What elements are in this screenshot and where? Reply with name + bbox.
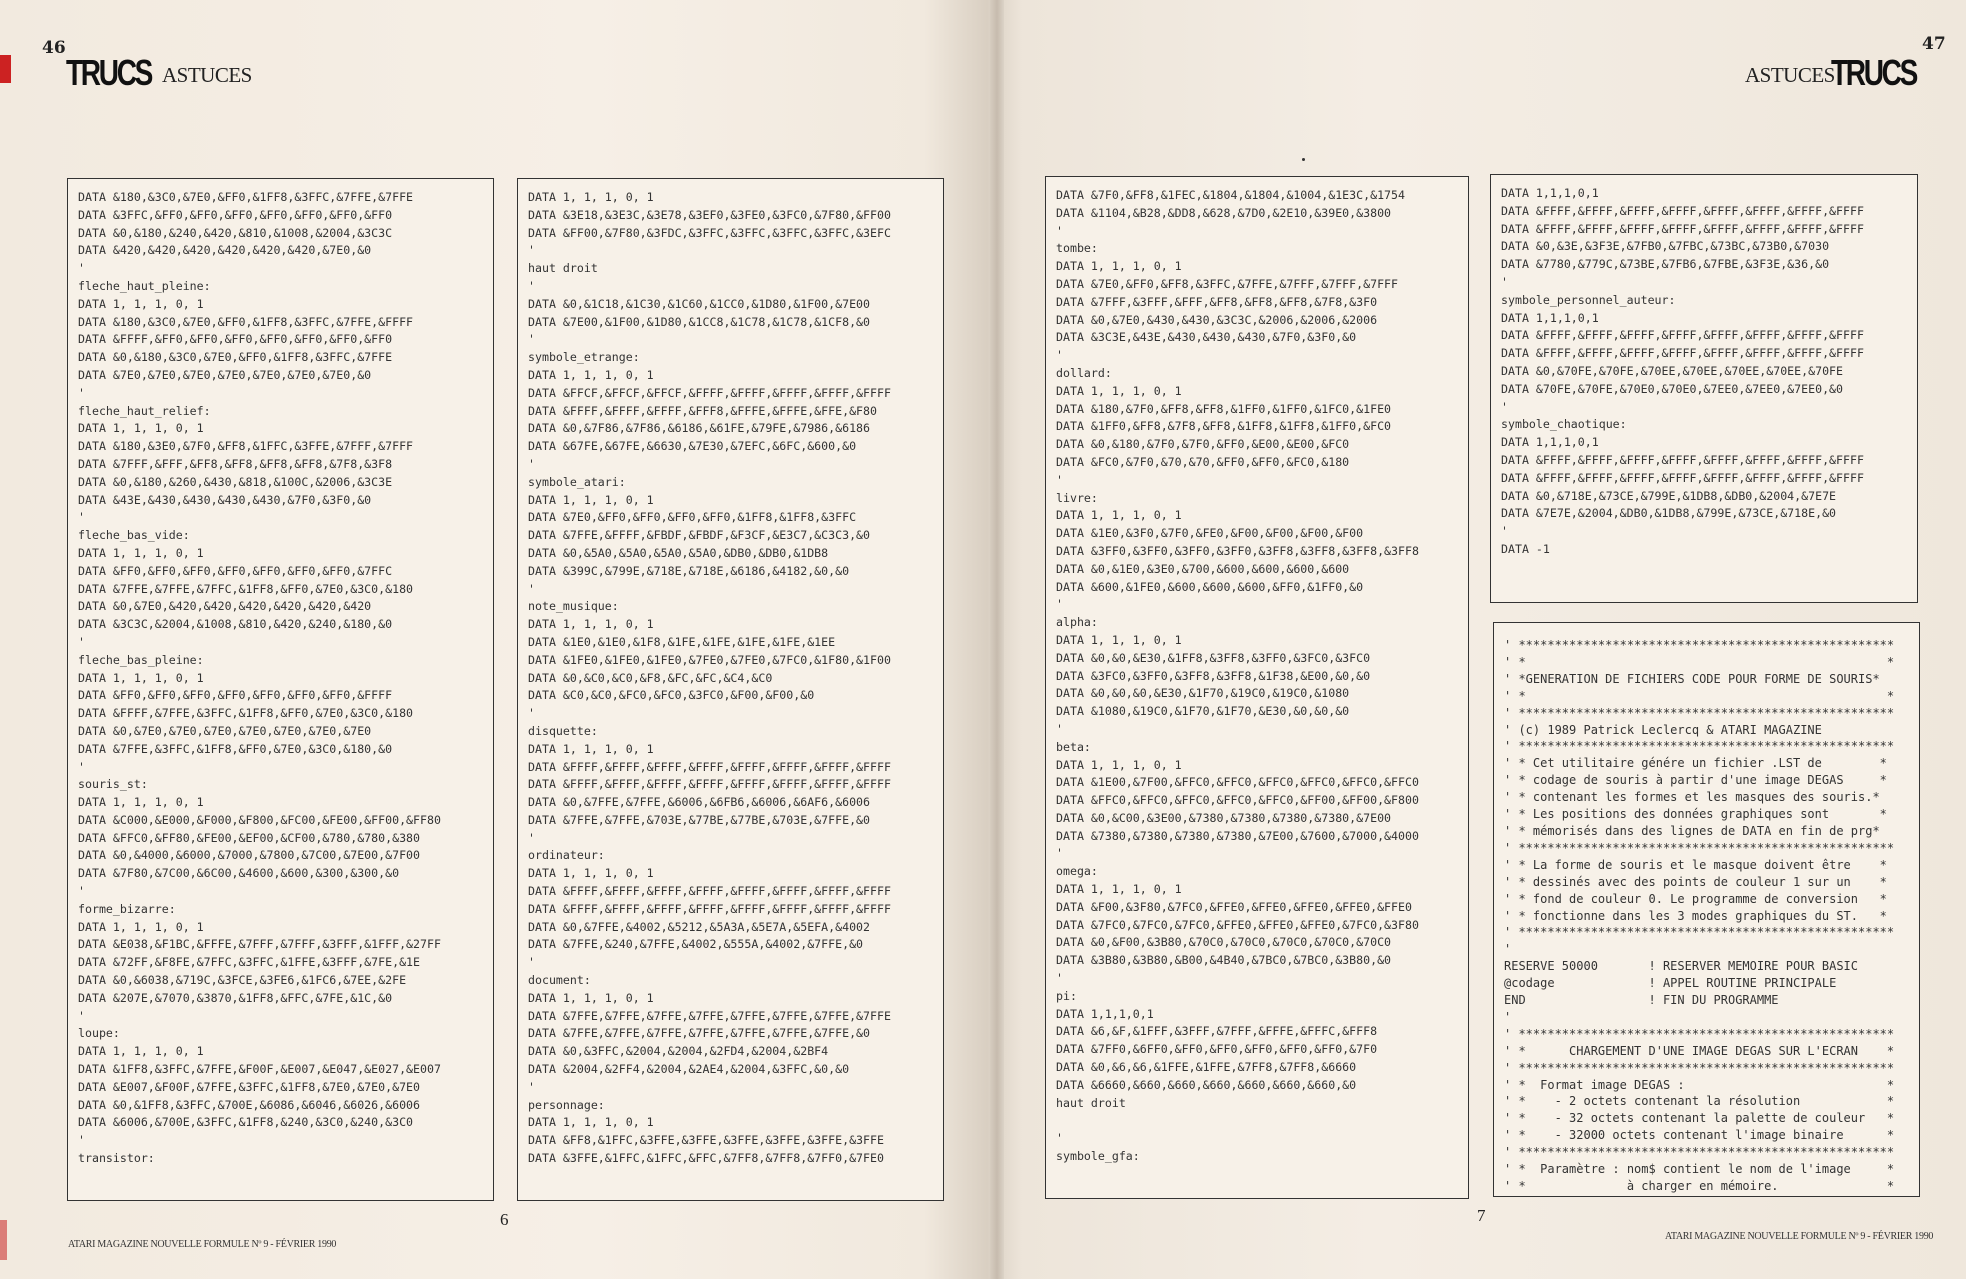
code-line: ' * - 32000 octets contenant l'image binaire * <box>1504 1128 1895 1143</box>
code-line: DATA &3C3C,&2004,&1008,&810,&420,&240,&180,&0 <box>78 617 393 632</box>
code-line: DATA &0,&70FE,&70FE,&70EE,&70EE,&70EE,&70EE,&70FE <box>1501 363 1844 378</box>
code-line: DATA &7E00,&1F00,&1D80,&1CC8,&1C78,&1C78,&1CF8,&0 <box>528 314 871 329</box>
code-line: DATA 1, 1, 1, 0, 1 <box>528 866 654 881</box>
code-line: DATA &180,&3C0,&7E0,&FF0,&1FF8,&3FFC,&7FFE,&FFFF <box>78 314 414 329</box>
code-line: loupe: <box>78 1026 120 1041</box>
right-footer-credit: ATARI MAGAZINE NOUVELLE FORMULE Nº 9 - FÉVRIER 1990 <box>1665 1231 1934 1242</box>
code-line: DATA &FFFF,&FFFF,&FFFF,&FFFF,&FFFF,&FFFF,&FFFF,&FFFF <box>528 777 891 792</box>
code-line: symbole_chaotique: <box>1501 417 1627 432</box>
code-line: DATA &7E7E,&2004,&DB0,&1DB8,&799E,&73CE,&718E,&0 <box>1501 506 1837 521</box>
code-line: DATA &399C,&799E,&718E,&718E,&6186,&4182,&0,&0 <box>528 563 850 578</box>
code-line: DATA &3C3E,&43E,&430,&430,&430,&7F0,&3F0,&0 <box>1056 330 1357 345</box>
code-line: DATA &FFFF,&7FFE,&3FFC,&1FF8,&FF0,&7E0,&3C0,&180 <box>78 706 414 721</box>
code-line: ' **************************************************** <box>1504 925 1895 940</box>
code-line: DATA &FFFF,&FFFF,&FFFF,&FFFF,&FFFF,&FFFF,&FFFF,&FFFF <box>528 759 891 774</box>
code-line: DATA &1104,&B28,&DD8,&628,&7D0,&2E10,&39E0,&3800 <box>1056 205 1392 220</box>
code-line: DATA &7FFE,&FFFF,&FBDF,&FBDF,&F3CF,&E3C7,&C3C3,&0 <box>528 528 871 543</box>
code-line: fleche_haut_pleine: <box>78 278 211 293</box>
code-line: symbole_etrange: <box>528 350 640 365</box>
code-line: DATA &420,&420,&420,&420,&420,&420,&7E0,&0 <box>78 243 372 258</box>
listing-box-1 <box>67 178 494 1201</box>
code-line: DATA &0,&718E,&73CE,&799E,&1DB8,&DB0,&2004,&7E7E <box>1501 488 1837 503</box>
code-line: DATA &7FFE,&7FFE,&7FFC,&1FF8,&FF0,&7E0,&3C0,&180 <box>78 581 414 596</box>
left-brand-logo: TRUCS <box>66 52 152 93</box>
code-line: ' <box>78 1008 85 1023</box>
code-line: DATA 1,1,1,0,1 <box>1501 435 1599 450</box>
code-line: DATA &3FFC,&FF0,&FF0,&FF0,&FF0,&FF0,&FF0,&FF0 <box>78 207 393 222</box>
code-line: ' * contenant les formes et les masques des souris.* <box>1504 790 1880 805</box>
code-line: DATA &FFFF,&FFFF,&FFFF,&FFFF,&FFFF,&FFFF,&FFFF,&FFFF <box>1501 452 1864 467</box>
code-line: DATA &FFFF,&FFFF,&FFFF,&FFFF,&FFFF,&FFFF,&FFFF,&FFFF <box>1501 346 1864 361</box>
code-line: DATA &0,&180,&240,&420,&810,&1008,&2004,&3C3C <box>78 225 393 240</box>
listing-box-2 <box>517 178 944 1201</box>
code-line: DATA &FF8,&1FFC,&3FFE,&3FFE,&3FFE,&3FFE,&3FFE,&3FFE <box>528 1133 884 1148</box>
code-line: DATA 1, 1, 1, 0, 1 <box>1056 508 1182 523</box>
listing-box-4-bottom <box>1493 622 1920 1197</box>
code-line: ' <box>1056 597 1063 612</box>
code-line: livre: <box>1056 490 1098 505</box>
code-line: DATA &FC0,&7F0,&70,&70,&FF0,&FF0,&FC0,&180 <box>1056 454 1350 469</box>
code-line: ' <box>1056 348 1063 363</box>
code-line: DATA &FF0,&FF0,&FF0,&FF0,&FF0,&FF0,&FF0,&FFFF <box>78 688 393 703</box>
code-line: DATA &0,&1FF8,&3FFC,&700E,&6086,&6046,&6026,&6006 <box>78 1097 421 1112</box>
code-line: DATA &0,&7FFE,&7FFE,&6006,&6FB6,&6006,&6AF6,&6006 <box>528 795 871 810</box>
code-line: ' <box>528 581 535 596</box>
code-line: ' <box>528 706 535 721</box>
code-line: ' <box>1056 472 1063 487</box>
code-line: DATA &3FF0,&3FF0,&3FF0,&3FF0,&3FF8,&3FF8,&3FF8,&3FF8 <box>1056 543 1419 558</box>
code-line: ' * mémorisés dans des lignes de DATA en fin de prg* <box>1504 823 1880 838</box>
code-line: DATA &1FE0,&1FE0,&1FE0,&7FE0,&7FE0,&7FC0,&1F80,&1F00 <box>528 652 891 667</box>
code-line: DATA 1, 1, 1, 0, 1 <box>528 367 654 382</box>
code-line: DATA 1, 1, 1, 0, 1 <box>1056 259 1182 274</box>
code-line: ' <box>528 243 535 258</box>
code-line: symbole_personnel_auteur: <box>1501 292 1676 307</box>
left-section-subtitle: ASTUCES <box>162 63 252 87</box>
code-line: personnage: <box>528 1097 605 1112</box>
code-line: forme_bizarre: <box>78 901 176 916</box>
code-line: DATA &7F0,&FF8,&1FEC,&1804,&1804,&1004,&1E3C,&1754 <box>1056 188 1406 202</box>
code-line: DATA &3FFE,&1FFC,&1FFC,&FFC,&7FF8,&7FF8,&7FF0,&7FE0 <box>528 1151 884 1166</box>
code-line: DATA &FFC0,&FF80,&FE00,&EF00,&CF00,&780,&780,&380 <box>78 830 421 845</box>
code-line: DATA &0,&3FFC,&2004,&2004,&2FD4,&2004,&2BF4 <box>528 1044 829 1059</box>
code-line: DATA 1, 1, 1, 0, 1 <box>528 1115 654 1130</box>
code-line: DATA 1,1,1,0,1 <box>1056 1006 1154 1021</box>
code-line: haut droit <box>528 261 598 276</box>
code-line: DATA &600,&1FE0,&600,&600,&600,&FF0,&1FF0,&0 <box>1056 579 1364 594</box>
code-line: ' <box>78 261 85 276</box>
code-line: DATA &0,&C0,&C0,&F8,&FC,&FC,&C4,&C0 <box>528 670 773 685</box>
print-speck <box>1302 158 1305 161</box>
code-line: DATA 1, 1, 1, 0, 1 <box>78 296 204 311</box>
code-line: ' **************************************************** <box>1504 840 1895 855</box>
code-line: ' **************************************************** <box>1504 638 1895 652</box>
code-line: DATA &6,&F,&1FFF,&3FFF,&7FFF,&FFFE,&FFFC,&FFF8 <box>1056 1024 1378 1039</box>
code-line: DATA 1, 1, 1, 0, 1 <box>1056 632 1182 647</box>
code-line: DATA &2004,&2FF4,&2004,&2AE4,&2004,&3FFC,&0,&0 <box>528 1062 850 1077</box>
code-line: ' <box>528 332 535 347</box>
code-line: DATA 1, 1, 1, 0, 1 <box>528 190 654 204</box>
code-line: symbole_gfa: <box>1056 1149 1140 1164</box>
code-line: DATA &FFFF,&FF0,&FF0,&FF0,&FF0,&FF0,&FF0,&FF0 <box>78 332 393 347</box>
code-line: tombe: <box>1056 241 1098 256</box>
code-line: DATA &FFFF,&FFFF,&FFFF,&FFFF,&FFFF,&FFFF,&FFFF,&FFFF <box>528 901 891 916</box>
code-line: ' <box>528 955 535 970</box>
code-line: DATA &0,&1E0,&3E0,&700,&600,&600,&600,&600 <box>1056 561 1350 576</box>
code-line: DATA &7E0,&7E0,&7E0,&7E0,&7E0,&7E0,&7E0,&0 <box>78 367 372 382</box>
code-line: DATA &7FF0,&6FF0,&FF0,&FF0,&FF0,&FF0,&FF0,&7F0 <box>1056 1042 1378 1057</box>
code-line: alpha: <box>1056 615 1098 630</box>
code-line: DATA &0,&180,&3C0,&7E0,&FF0,&1FF8,&3FFC,&7FFE <box>78 350 393 365</box>
code-line: DATA &0,&C00,&3E00,&7380,&7380,&7380,&7380,&7E00 <box>1056 810 1392 825</box>
code-line: DATA 1, 1, 1, 0, 1 <box>78 1044 204 1059</box>
code-line: ' **************************************************** <box>1504 739 1895 754</box>
code-line: ' * - 2 octets contenant la résolution * <box>1504 1094 1895 1109</box>
code-line: DATA &0,&7E0,&430,&430,&3C3C,&2006,&2006,&2006 <box>1056 312 1378 327</box>
code-line: DATA &FFFF,&FFFF,&FFFF,&FFFF,&FFFF,&FFFF,&FFFF,&FFFF <box>1501 203 1864 218</box>
code-line: DATA &0,&180,&7F0,&7F0,&FF0,&E00,&E00,&FC0 <box>1056 437 1350 452</box>
code-line: ' * Les positions des données graphiques sont * <box>1504 807 1887 822</box>
listing-text-3 <box>1056 187 1468 1166</box>
code-line: ' * * <box>1504 654 1895 669</box>
code-line: haut droit <box>1056 1095 1126 1110</box>
code-line: DATA 1, 1, 1, 0, 1 <box>528 492 654 507</box>
code-line: ' **************************************************** <box>1504 705 1895 720</box>
code-line: DATA 1,1,1,0,1 <box>1501 186 1599 200</box>
code-line: DATA &3FC0,&3FF0,&3FF8,&3FF8,&1F38,&E00,&0,&0 <box>1056 668 1371 683</box>
code-line: DATA &0,&6038,&719C,&3FCE,&3FE6,&1FC6,&7EE,&2FE <box>78 973 407 988</box>
code-line: DATA &7FFE,&7FFE,&7FFE,&7FFE,&7FFE,&7FFE,&7FFE,&7FFE <box>528 1008 891 1023</box>
code-line: DATA &180,&3C0,&7E0,&FF0,&1FF8,&3FFC,&7FFE,&7FFE <box>78 190 414 204</box>
code-line: DATA &67FE,&67FE,&6630,&7E30,&7EFC,&6FC,&600,&0 <box>528 439 857 454</box>
listing-box-3 <box>1045 176 1469 1199</box>
code-line: RESERVE 50000 ! RESERVER MEMOIRE POUR BASIC <box>1504 959 1859 974</box>
code-line: ' <box>1056 971 1063 986</box>
code-line: DATA &0,&0,&E30,&1FF8,&3FF8,&3FF0,&3FC0,&3FC0 <box>1056 650 1371 665</box>
page-spine <box>990 0 1004 1279</box>
code-line: DATA &180,&3E0,&7F0,&FF8,&1FFC,&3FFE,&7FFF,&7FFF <box>78 439 414 454</box>
code-line: ' *GENERATION DE FICHIERS CODE POUR FORME DE SOURIS* <box>1504 671 1880 686</box>
red-edge-mark <box>0 1220 7 1260</box>
code-line: DATA &207E,&7070,&3870,&1FF8,&FFC,&7FE,&1C,&0 <box>78 990 393 1005</box>
code-line: ' <box>528 830 535 845</box>
code-line: DATA &70FE,&70FE,&70E0,&70E0,&7EE0,&7EE0,&7EE0,&0 <box>1501 381 1844 396</box>
code-line: DATA &0,&0,&0,&E30,&1F70,&19C0,&19C0,&1080 <box>1056 686 1350 701</box>
code-line: ' <box>78 759 85 774</box>
code-line: ' <box>1056 721 1063 736</box>
code-line: DATA &E007,&F00F,&7FFE,&3FFC,&1FF8,&7E0,&7E0,&7E0 <box>78 1079 421 1094</box>
code-line: DATA 1, 1, 1, 0, 1 <box>78 545 204 560</box>
code-line: note_musique: <box>528 599 619 614</box>
code-line: ' * CHARGEMENT D'UNE IMAGE DEGAS SUR L'ECRAN * <box>1504 1043 1895 1058</box>
code-line: @codage ! APPEL ROUTINE PRINCIPALE <box>1504 976 1837 991</box>
code-line: DATA 1, 1, 1, 0, 1 <box>528 990 654 1005</box>
code-line: DATA &7E0,&FF0,&FF0,&FF0,&FF0,&1FF8,&1FF8,&3FFC <box>528 510 857 525</box>
code-line: DATA &72FF,&F8FE,&7FFC,&3FFC,&1FFE,&3FFF,&7FE,&1E <box>78 955 421 970</box>
code-line: DATA &0,&7FFE,&4002,&5212,&5A3A,&5E7A,&5EFA,&4002 <box>528 919 871 934</box>
code-line: DATA &3B80,&3B80,&B00,&4B40,&7BC0,&7BC0,&3B80,&0 <box>1056 953 1392 968</box>
code-line: DATA &0,&3E,&3F3E,&7FB0,&7FBC,&73BC,&73B0,&7030 <box>1501 239 1830 254</box>
code-line: DATA &7F80,&7C00,&6C00,&4600,&600,&300,&300,&0 <box>78 866 400 881</box>
code-line: DATA 1, 1, 1, 0, 1 <box>528 617 654 632</box>
listing-text-4-bottom <box>1504 637 1919 1195</box>
code-line: DATA &7380,&7380,&7380,&7380,&7E00,&7600,&7000,&4000 <box>1056 828 1419 843</box>
code-line: DATA 1, 1, 1, 0, 1 <box>78 919 204 934</box>
code-line: ' * * <box>1504 688 1895 703</box>
code-line: ' <box>78 884 85 899</box>
code-line: ' <box>528 456 535 471</box>
code-line: ' **************************************************** <box>1504 1026 1895 1041</box>
code-line: DATA 1, 1, 1, 0, 1 <box>78 421 204 436</box>
code-line: ' * - 32 octets contenant la palette de couleur * <box>1504 1111 1895 1126</box>
code-line: ' **************************************************** <box>1504 1145 1895 1160</box>
code-line: ' * Format image DEGAS : * <box>1504 1077 1895 1092</box>
code-line: ' <box>78 385 85 400</box>
code-line: DATA &FFCF,&FFCF,&FFCF,&FFFF,&FFFF,&FFFF,&FFFF,&FFFF <box>528 385 891 400</box>
code-line: pi: <box>1056 988 1077 1003</box>
code-line: DATA &0,&1C18,&1C30,&1C60,&1CC0,&1D80,&1F00,&7E00 <box>528 296 871 311</box>
code-line: DATA &FF0,&FF0,&FF0,&FF0,&FF0,&FF0,&FF0,&7FFC <box>78 563 393 578</box>
code-line: DATA &FFFF,&FFFF,&FFFF,&FFFF,&FFFF,&FFFF,&FFFF,&FFFF <box>1501 328 1864 343</box>
code-line: ' <box>1501 399 1508 414</box>
code-line: DATA 1, 1, 1, 0, 1 <box>1056 383 1182 398</box>
code-line: ' <box>1501 524 1508 539</box>
code-line: DATA &6660,&660,&660,&660,&660,&660,&660,&0 <box>1056 1077 1357 1092</box>
right-section-subtitle: ASTUCES <box>1745 63 1835 87</box>
code-line: DATA &C0,&C0,&FC0,&FC0,&3FC0,&F00,&F00,&0 <box>528 688 815 703</box>
code-line: fleche_bas_pleine: <box>78 652 204 667</box>
code-line: DATA &7E0,&FF0,&FF8,&3FFC,&7FFE,&7FFF,&7FFF,&7FFF <box>1056 276 1399 291</box>
code-line: DATA &7FC0,&7FC0,&7FC0,&FFE0,&FFE0,&FFE0,&7FC0,&3F80 <box>1056 917 1419 932</box>
left-page-number: 46 <box>42 38 66 58</box>
code-line: ' <box>78 1133 85 1148</box>
code-line: omega: <box>1056 864 1098 879</box>
red-edge-tab <box>0 55 11 83</box>
code-line: DATA &0,&4000,&6000,&7000,&7800,&7C00,&7E00,&7F00 <box>78 848 421 863</box>
code-line: DATA &43E,&430,&430,&430,&430,&7F0,&3F0,&0 <box>78 492 372 507</box>
code-line: ordinateur: <box>528 848 605 863</box>
code-line: ' * à charger en mémoire. * <box>1504 1179 1895 1193</box>
code-line: DATA &7FFE,&3FFC,&1FF8,&FF0,&7E0,&3C0,&180,&0 <box>78 741 393 756</box>
code-line: ' * Cet utilitaire génére un fichier .LST de * <box>1504 756 1887 771</box>
code-line: DATA &1E0,&1E0,&1F8,&1FE,&1FE,&1FE,&1FE,&1EE <box>528 634 836 649</box>
code-line: DATA &1080,&19C0,&1F70,&1F70,&E30,&0,&0,&0 <box>1056 704 1350 719</box>
code-line: DATA &1E0,&3F0,&7F0,&FE0,&F00,&F00,&F00,&F00 <box>1056 526 1364 541</box>
code-line: END ! FIN DU PROGRAMME <box>1504 993 1779 1008</box>
left-folio: 6 <box>500 1210 509 1229</box>
code-line: DATA &180,&7F0,&FF8,&FF8,&1FF0,&1FF0,&1FC0,&1FE0 <box>1056 401 1392 416</box>
code-line: fleche_bas_vide: <box>78 528 190 543</box>
code-line: DATA &C000,&E000,&F000,&F800,&FC00,&FE00,&FF00,&FF80 <box>78 812 441 827</box>
code-line: DATA &FFFF,&FFFF,&FFFF,&FFF8,&FFFE,&FFFE,&FFE,&F80 <box>528 403 878 418</box>
code-line: dollard: <box>1056 365 1112 380</box>
code-line: DATA &7780,&779C,&73BE,&7FB6,&7FBE,&3F3E,&36,&0 <box>1501 257 1830 272</box>
code-line: ' <box>1504 942 1512 957</box>
code-line: DATA &3E18,&3E3C,&3E78,&3EF0,&3FE0,&3FC0,&7F80,&FF00 <box>528 207 891 222</box>
code-line: DATA &7FFF,&3FFF,&FFF,&FF8,&FF8,&FF8,&7F8,&3F0 <box>1056 294 1378 309</box>
code-line: ' * fond de couleur 0. Le programme de conversion * <box>1504 891 1887 906</box>
code-line: DATA &FFFF,&FFFF,&FFFF,&FFFF,&FFFF,&FFFF,&FFFF,&FFFF <box>528 884 891 899</box>
right-page-number: 47 <box>1922 34 1946 54</box>
code-line: DATA &0,&7E0,&7E0,&7E0,&7E0,&7E0,&7E0,&7E0 <box>78 723 372 738</box>
code-line: DATA &6006,&700E,&3FFC,&1FF8,&240,&3C0,&240,&3C0 <box>78 1115 414 1130</box>
code-line <box>1056 1112 1468 1130</box>
code-line: DATA &0,&7F86,&7F86,&6186,&61FE,&79FE,&7986,&6186 <box>528 421 871 436</box>
code-line: DATA &7FFE,&240,&7FFE,&4002,&555A,&4002,&7FFE,&0 <box>528 937 864 952</box>
code-line: ' <box>1056 223 1063 238</box>
code-line: DATA &E038,&F1BC,&FFFE,&7FFF,&7FFF,&3FFF,&1FFF,&27FF <box>78 937 441 952</box>
code-line: DATA &1FF0,&FF8,&7F8,&FF8,&1FF8,&1FF8,&1FF0,&FC0 <box>1056 419 1392 434</box>
code-line: DATA 1, 1, 1, 0, 1 <box>528 741 654 756</box>
left-footer-credit: ATARI MAGAZINE NOUVELLE FORMULE Nº 9 - FÉVRIER 1990 <box>68 1239 337 1250</box>
code-line: DATA 1,1,1,0,1 <box>1501 310 1599 325</box>
code-line: DATA &FFFF,&FFFF,&FFFF,&FFFF,&FFFF,&FFFF,&FFFF,&FFFF <box>1501 470 1864 485</box>
listing-text-4-top <box>1501 185 1917 559</box>
code-line: beta: <box>1056 739 1091 754</box>
code-line: ' <box>78 510 85 525</box>
code-line: DATA &7FFE,&7FFE,&7FFE,&7FFE,&7FFE,&7FFE,&7FFE,&0 <box>528 1026 871 1041</box>
listing-box-4-top <box>1490 174 1918 603</box>
code-line: transistor: <box>78 1151 155 1166</box>
code-line: fleche_haut_relief: <box>78 403 211 418</box>
code-line: disquette: <box>528 723 598 738</box>
code-line: DATA 1, 1, 1, 0, 1 <box>78 670 204 685</box>
code-line: DATA &0,&F00,&3B80,&70C0,&70C0,&70C0,&70C0,&70C0 <box>1056 935 1392 950</box>
code-line: DATA &FFC0,&FFC0,&FFC0,&FFC0,&FFC0,&FF00,&FF00,&F800 <box>1056 793 1419 808</box>
code-line: DATA 1, 1, 1, 0, 1 <box>78 795 204 810</box>
code-line: ' * fonctionne dans les 3 modes graphiques du ST. * <box>1504 908 1887 923</box>
code-line: DATA 1, 1, 1, 0, 1 <box>1056 757 1182 772</box>
code-line: ' * Paramètre : nom$ contient le nom de l'image * <box>1504 1162 1895 1177</box>
code-line: DATA &1FF8,&3FFC,&7FFE,&F00F,&E007,&E047,&E027,&E007 <box>78 1062 441 1077</box>
right-brand-logo: TRUCS <box>1830 52 1916 93</box>
code-line: DATA -1 <box>1501 541 1550 556</box>
listing-text-2 <box>528 189 943 1168</box>
code-line: ' <box>1501 274 1508 289</box>
code-line: ' <box>1056 846 1063 861</box>
code-line: DATA &0,&7E0,&420,&420,&420,&420,&420,&420 <box>78 599 372 614</box>
code-line: DATA &1E00,&7F00,&FFC0,&FFC0,&FFC0,&FFC0,&FFC0,&FFC0 <box>1056 775 1419 790</box>
code-line: ' * codage de souris à partir d'une image DEGAS * <box>1504 773 1887 788</box>
code-line: ' <box>528 278 535 293</box>
code-line: ' * La forme de souris et le masque doivent être * <box>1504 857 1887 872</box>
code-line: souris_st: <box>78 777 148 792</box>
code-line: DATA &FFFF,&FFFF,&FFFF,&FFFF,&FFFF,&FFFF,&FFFF,&FFFF <box>1501 221 1864 236</box>
code-line: DATA &FF00,&7F80,&3FDC,&3FFC,&3FFC,&3FFC,&3FFC,&3EFC <box>528 225 891 240</box>
listing-text-1 <box>78 189 493 1168</box>
code-line: DATA &7FFF,&FFF,&FF8,&FF8,&FF8,&FF8,&7F8,&3F8 <box>78 456 393 471</box>
code-line: ' <box>78 634 85 649</box>
code-line: document: <box>528 973 591 988</box>
code-line: DATA &F00,&3F80,&7FC0,&FFE0,&FFE0,&FFE0,&FFE0,&FFE0 <box>1056 899 1412 914</box>
code-line: DATA &0,&180,&260,&430,&818,&100C,&2006,&3C3E <box>78 474 393 489</box>
code-line: ' **************************************************** <box>1504 1060 1895 1075</box>
code-line: ' <box>1056 1131 1063 1146</box>
right-folio: 7 <box>1477 1206 1486 1225</box>
code-line: symbole_atari: <box>528 474 626 489</box>
code-line: DATA 1, 1, 1, 0, 1 <box>1056 882 1182 897</box>
code-line: ' * dessinés avec des points de couleur 1 sur un * <box>1504 874 1887 889</box>
code-line: DATA &0,&6,&6,&1FFE,&1FFE,&7FF8,&7FF8,&6660 <box>1056 1060 1357 1075</box>
code-line: DATA &7FFE,&7FFE,&703E,&77BE,&77BE,&703E,&7FFE,&0 <box>528 812 871 827</box>
code-line: ' <box>528 1079 535 1094</box>
code-line: ' <box>1504 1009 1512 1024</box>
code-line: ' (c) 1989 Patrick Leclercq & ATARI MAGAZINE <box>1504 722 1822 737</box>
code-line: DATA &0,&5A0,&5A0,&5A0,&5A0,&DB0,&DB0,&1DB8 <box>528 545 829 560</box>
